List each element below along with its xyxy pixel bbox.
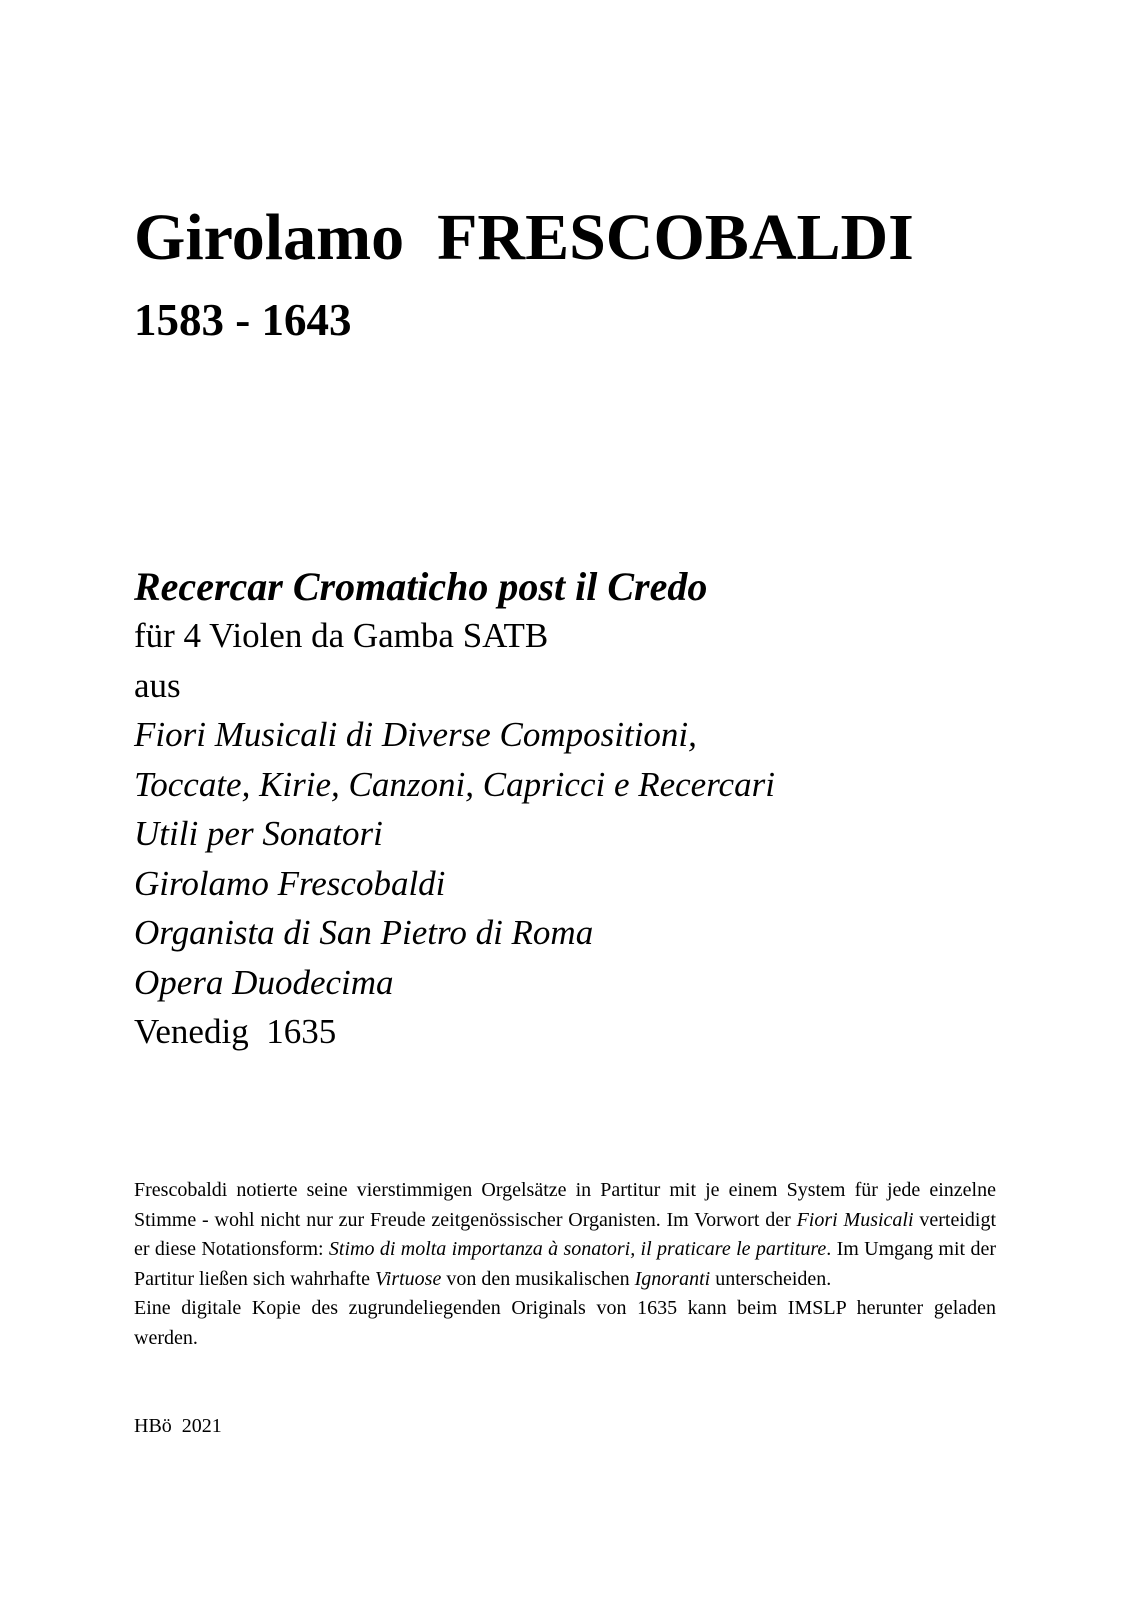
editorial-note xyxy=(134,1176,996,1353)
work-info xyxy=(134,562,775,1057)
source-intro: aus xyxy=(134,665,181,705)
note-italic-text: Ignoranti xyxy=(634,1267,711,1290)
instrumentation: für 4 Violen da Gamba SATB xyxy=(134,616,549,655)
source-title-line: Fiori Musicali di Diverse Compositioni, xyxy=(134,715,697,754)
publication-place-year: Venedig 1635 xyxy=(134,1012,337,1051)
source-title-line: Utili per Sonatori xyxy=(134,814,383,853)
note-text: verteidigt er diese Notationsform: xyxy=(134,1208,996,1260)
note-text: unterscheiden. xyxy=(710,1267,832,1290)
note-text: . Im Umgang mit der Partitur ließen sich wahrhafte xyxy=(134,1238,996,1290)
source-opus: Opera Duodecima xyxy=(134,962,394,1002)
work-title: Recercar Cromaticho post il Credo xyxy=(134,564,708,609)
source-title-line: Toccate, Kirie, Canzoni, Capricci e Recercari xyxy=(134,764,775,804)
composer-dates: 1583 - 1643 xyxy=(134,295,352,345)
note-paragraph: Eine digitale Kopie des zugrundeliegenden Originals von 1635 kann beim IMSLP herunter geladen werden. xyxy=(134,1297,996,1349)
source-author-position: Organista di San Pietro di Roma xyxy=(134,913,594,952)
editor-signature: HBö 2021 xyxy=(134,1415,222,1437)
note-italic-text: Virtuose xyxy=(375,1267,442,1290)
note-paragraph xyxy=(134,1176,996,1294)
source-author-line: Girolamo Frescobaldi xyxy=(134,863,446,903)
note-text: von den musikalischen xyxy=(441,1267,635,1290)
note-quote: Stimo di molta importanza à sonatori, il praticare le partiture xyxy=(328,1238,827,1260)
note-text: Frescobaldi notierte seine vierstimmigen Orgelsätze in Partitur mit je einem System für jede einzelne Stimme - wohl nicht nur zur Freude zeitgenössischer Organisten. Im Vorwort der xyxy=(134,1179,996,1231)
composer-name: Girolamo FRESCOBALDI xyxy=(134,201,914,274)
note-italic-text: Fiori Musicali xyxy=(796,1208,914,1231)
